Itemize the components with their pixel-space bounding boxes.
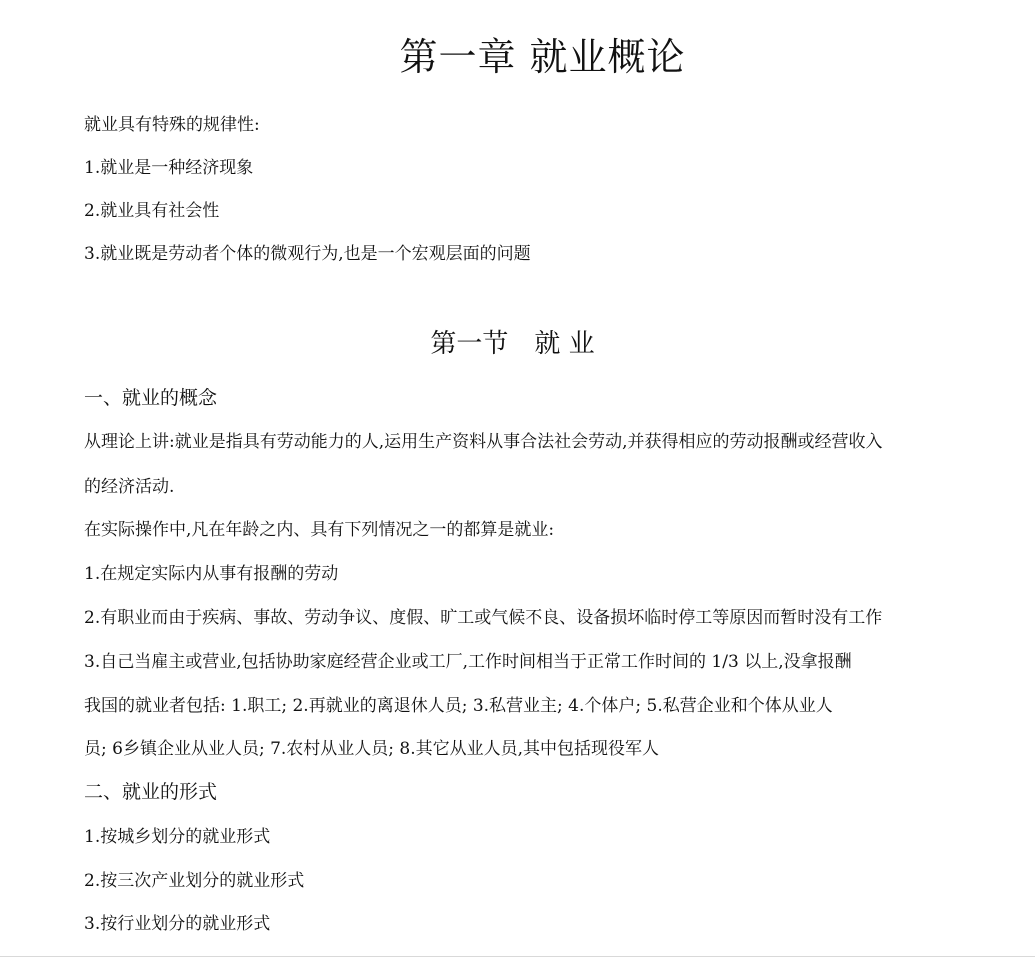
forms-heading: 二、就业的形式: [84, 781, 218, 803]
intro-point-2: 2.就业具有社会性: [84, 201, 220, 221]
form-item-1: 1.按城乡划分的就业形式: [84, 827, 271, 847]
chapter-title: 第一章 就业概论: [399, 35, 686, 79]
section-title: 第一节 就 业: [430, 329, 595, 359]
form-item-3: 3.按行业划分的就业形式: [84, 914, 271, 934]
case-3: 3.自己当雇主或营业,包括协助家庭经营企业或工厂,工作时间相当于正常工作时间的 1/3 以上,没拿报酬: [84, 652, 852, 672]
intro-point-3: 3.就业既是劳动者个体的微观行为,也是一个宏观层面的问题: [84, 244, 531, 264]
case-2: 2.有职业而由于疾病、事故、劳动争议、度假、旷工或气候不良、设备损坏临时停工等原因而暂时没有工作: [84, 608, 883, 628]
form-item-2: 2.按三次产业划分的就业形式: [84, 871, 305, 891]
bottom-divider: [0, 956, 1035, 957]
intro-label: 就业具有特殊的规律性:: [84, 115, 260, 135]
case-1: 1.在规定实际内从事有报酬的劳动: [84, 564, 339, 584]
concept-heading: 一、就业的概念: [84, 387, 218, 409]
concept-definition-line-1: 从理论上讲:就业是指具有劳动能力的人,运用生产资料从事合法社会劳动,并获得相应的劳动报酬或经营收入: [84, 432, 883, 452]
practice-intro: 在实际操作中,凡在年龄之内、具有下列情况之一的都算是就业:: [84, 520, 555, 540]
employed-list-line-1: 我国的就业者包括: 1.职工; 2.再就业的离退休人员; 3.私营业主; 4.个体户; 5.私营企业和个体从业人: [84, 696, 833, 716]
employed-list-line-2: 员; 6乡镇企业从业人员; 7.农村从业人员; 8.其它从业人员,其中包括现役军人: [84, 739, 660, 759]
intro-point-1: 1.就业是一种经济现象: [84, 158, 254, 178]
concept-definition-line-2: 的经济活动.: [84, 477, 175, 497]
